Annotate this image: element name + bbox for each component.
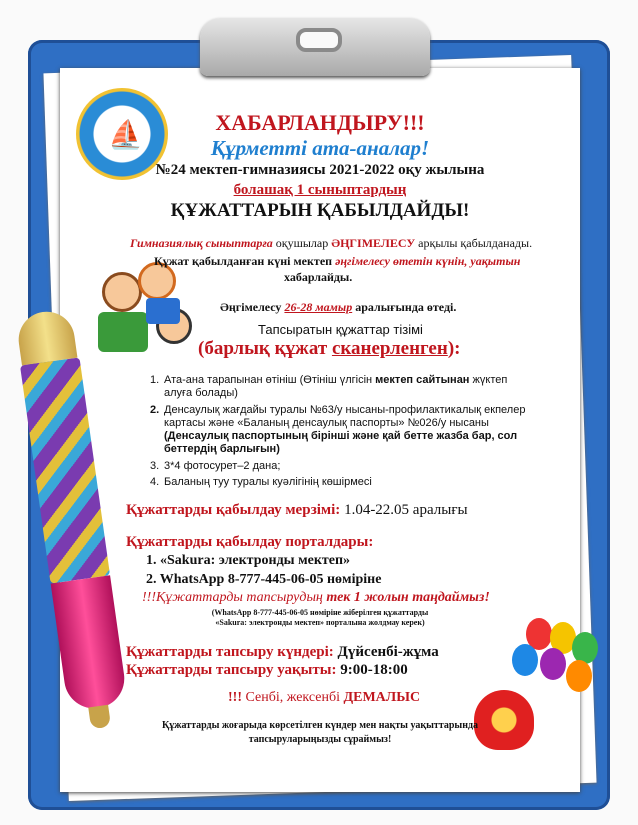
announcement-title: ХАБАРЛАНДЫРУ!!! [215, 110, 425, 135]
header-line-3: ҚҰЖАТТАРЫН ҚАБЫЛДАЙДЫ! [170, 200, 470, 221]
portal-sakura: 1. «Sakura: электронды мектеп» [146, 553, 351, 568]
acceptance-period: Құжаттарды қабылдау мерзімі: 1.04-22.05 аралығы [126, 502, 468, 518]
intro-paragraph-1: Гимназиялық сыныптарға оқушылар ӘҢГІМЕЛЕСУ арқылы қабылданады. [130, 236, 533, 250]
ship-icon: ⛵ [108, 120, 143, 151]
clipboard-clip [200, 18, 430, 76]
documents-list-item: 2. Денсаулық жағдайы туралы №63/у нысаны-профилактикалық екпелер картасы және «Баланың денсаулық паспорты» №026/у нысаны (Денсаулық паспортының бірінші және қай бетте жазба бар, сол беттердің барлығын) [150, 404, 526, 455]
children-reading-illustration [96, 262, 206, 358]
intro-paragraph-2: Құжат қабылданған күні мектеп әңгімелесу өтетін күнін, уақытын [154, 254, 521, 268]
balloon [512, 644, 538, 676]
header-line-2: болашақ 1 сыныптардың [233, 182, 407, 198]
pen-tip [15, 308, 77, 365]
footer-line-2: тапсыруларыңызды сұраймыз! [248, 734, 392, 745]
choose-one-note: !!!Құжаттарды тапсырудың тек 1 жолын таңдаймыз! [142, 590, 490, 605]
submission-time: Құжаттарды тапсыру уақыты: 9:00-18:00 [126, 662, 408, 678]
documents-list-title: Тапсыратын құжаттар тізімі [258, 322, 423, 337]
weekend-note: !!! Сенбі, жексенбі ДЕМАЛЫС [228, 690, 421, 705]
books-icon [98, 312, 148, 352]
balloon [572, 632, 598, 664]
portal-warning-line-1: (WhatsApp 8-777-445-06-05 нөміріне жіберілген құжаттарды [211, 608, 429, 617]
interview-dates: Әңгімелесу 26-28 мамыр аралығында өтеді. [220, 300, 457, 314]
portal-whatsapp: 2. WhatsApp 8-777-445-06-05 нөміріне [146, 572, 382, 587]
book-icon [146, 298, 180, 324]
clip-hole [296, 28, 342, 52]
submission-days: Құжаттарды тапсыру күндері: Дүйсенбі-жұма [126, 644, 439, 660]
balloon [540, 648, 566, 680]
scanned-note: (барлық құжат сканерленген): [198, 338, 461, 359]
documents-list-item: 3. 3*4 фотосурет–2 дана; [150, 460, 281, 472]
intro-paragraph-3: хабарлайды. [284, 270, 353, 284]
child-head [102, 272, 142, 312]
documents-list-item: 4. Баланың туу туралы куәлігінің көшірмесі [150, 476, 372, 488]
footer-line-1: Құжаттарды жоғарыда көрсетілген күндер мен нақты уақыттарында [161, 720, 479, 731]
greeting: Құрметті ата-аналар! [210, 136, 430, 160]
portals-label: Құжаттарды қабылдау порталдары: [126, 534, 374, 550]
portal-warning-line-2: «Sakura: электронды мектеп» порталына жолдмау керек) [215, 618, 425, 627]
documents-list-item: 1. Ата-ана тарапынан өтініш (Өтініш үлгісін мектеп сайтынан жүктеп алуға болады) [150, 374, 508, 399]
balloon [566, 660, 592, 692]
header-line-1: №24 мектеп-гимназиясы 2021-2022 оқу жылына [155, 162, 485, 178]
